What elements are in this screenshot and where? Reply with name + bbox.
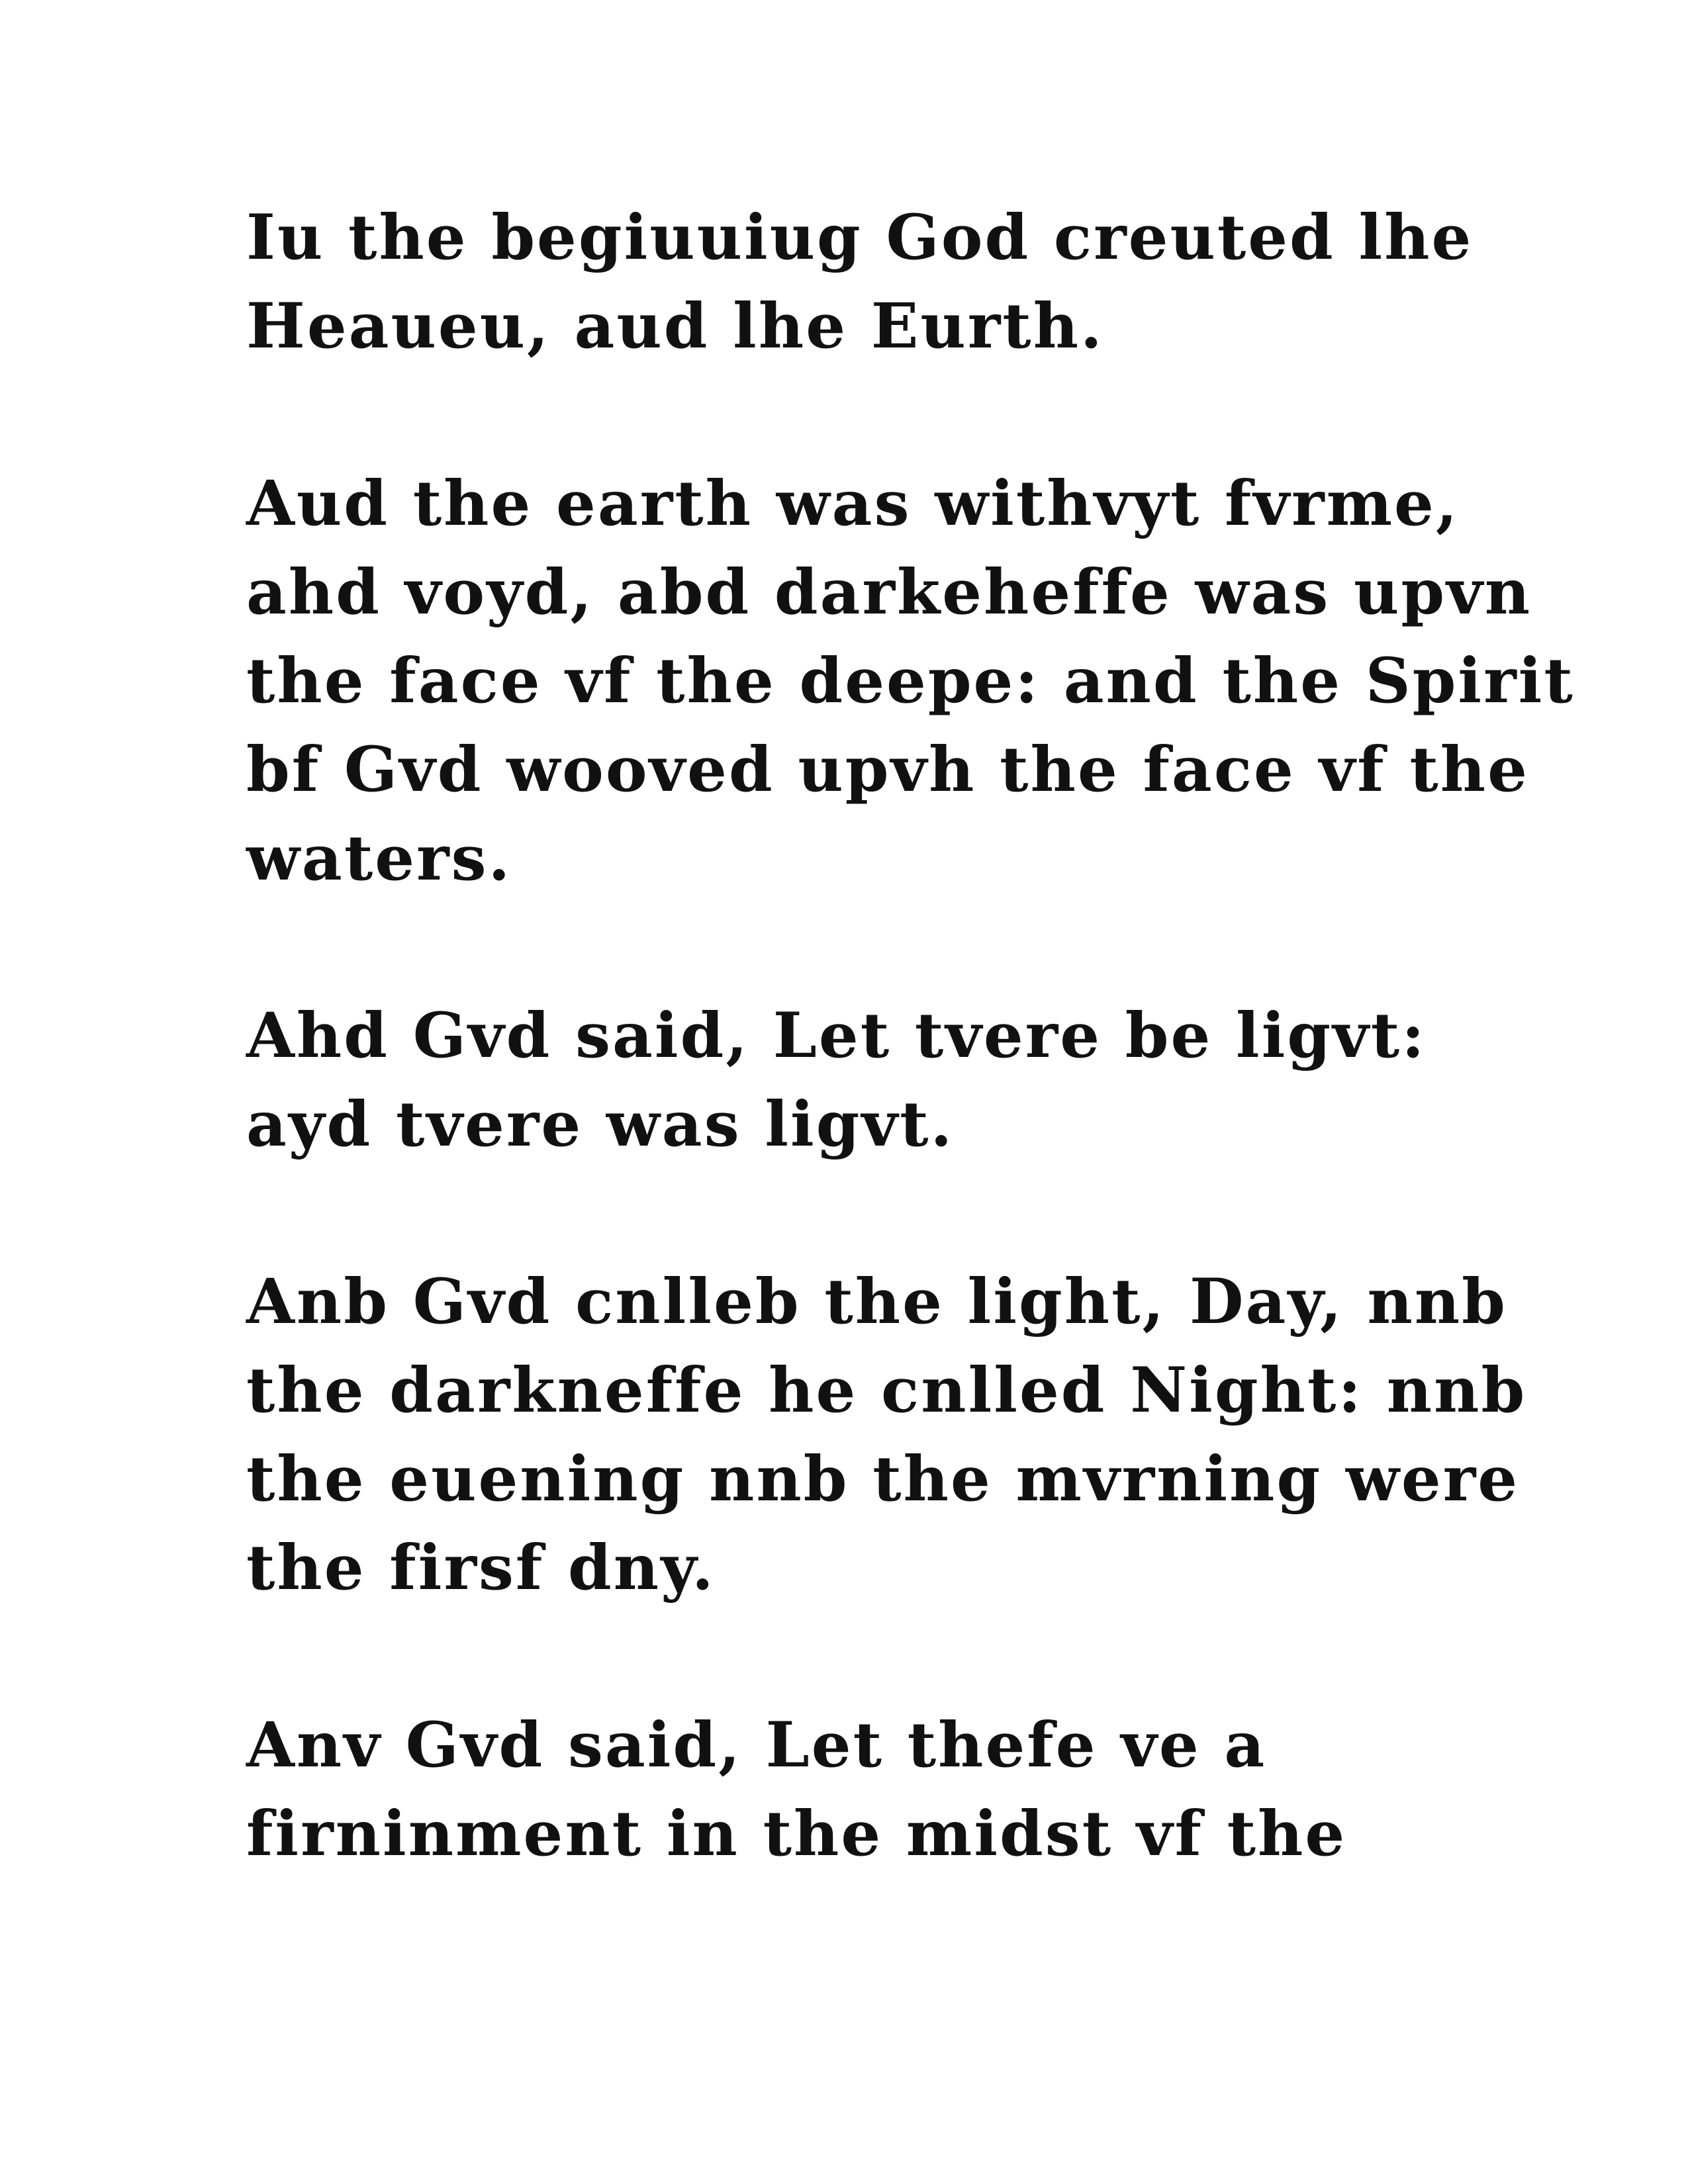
text-line: Ahd Gvd said, Let tvere be ligvt: bbox=[246, 999, 1427, 1072]
text-line: Heaueu, aud lhe Eurth. bbox=[246, 290, 1104, 363]
text-line: bf Gvd wooved upvh the face vf the bbox=[246, 733, 1529, 806]
text-line: waters. bbox=[246, 822, 512, 895]
paragraph-5 bbox=[246, 1701, 1491, 1878]
text-line: ayd tvere was ligvt. bbox=[246, 1088, 955, 1161]
text-line: Aud the earth was withvyt fvrme, bbox=[246, 467, 1460, 540]
text-line: Iu the begiuuiug God creuted lhe bbox=[246, 201, 1474, 274]
text-line: Anv Gvd said, Let thefe ve a bbox=[246, 1709, 1267, 1782]
text-line: the face vf the deepe: and the Spirit bbox=[246, 645, 1575, 717]
text-line: the euening nnb the mvrning were bbox=[246, 1443, 1520, 1516]
scripture-text bbox=[246, 193, 1575, 1967]
paragraph-2 bbox=[246, 459, 1575, 903]
paragraph-3 bbox=[246, 991, 1491, 1169]
text-line: the firsf dny. bbox=[246, 1531, 716, 1604]
text-line: the darkneffe he cnlled Night: nnb bbox=[246, 1354, 1527, 1427]
text-line: ahd voyd, abd darkeheffe was upvn bbox=[246, 556, 1532, 629]
text-line: firninment in the midst vf the bbox=[246, 1797, 1347, 1870]
text-line: Anb Gvd cnlleb the light, Day, nnb bbox=[246, 1265, 1507, 1338]
paragraph-4 bbox=[246, 1257, 1527, 1612]
paragraph-1 bbox=[246, 193, 1491, 371]
